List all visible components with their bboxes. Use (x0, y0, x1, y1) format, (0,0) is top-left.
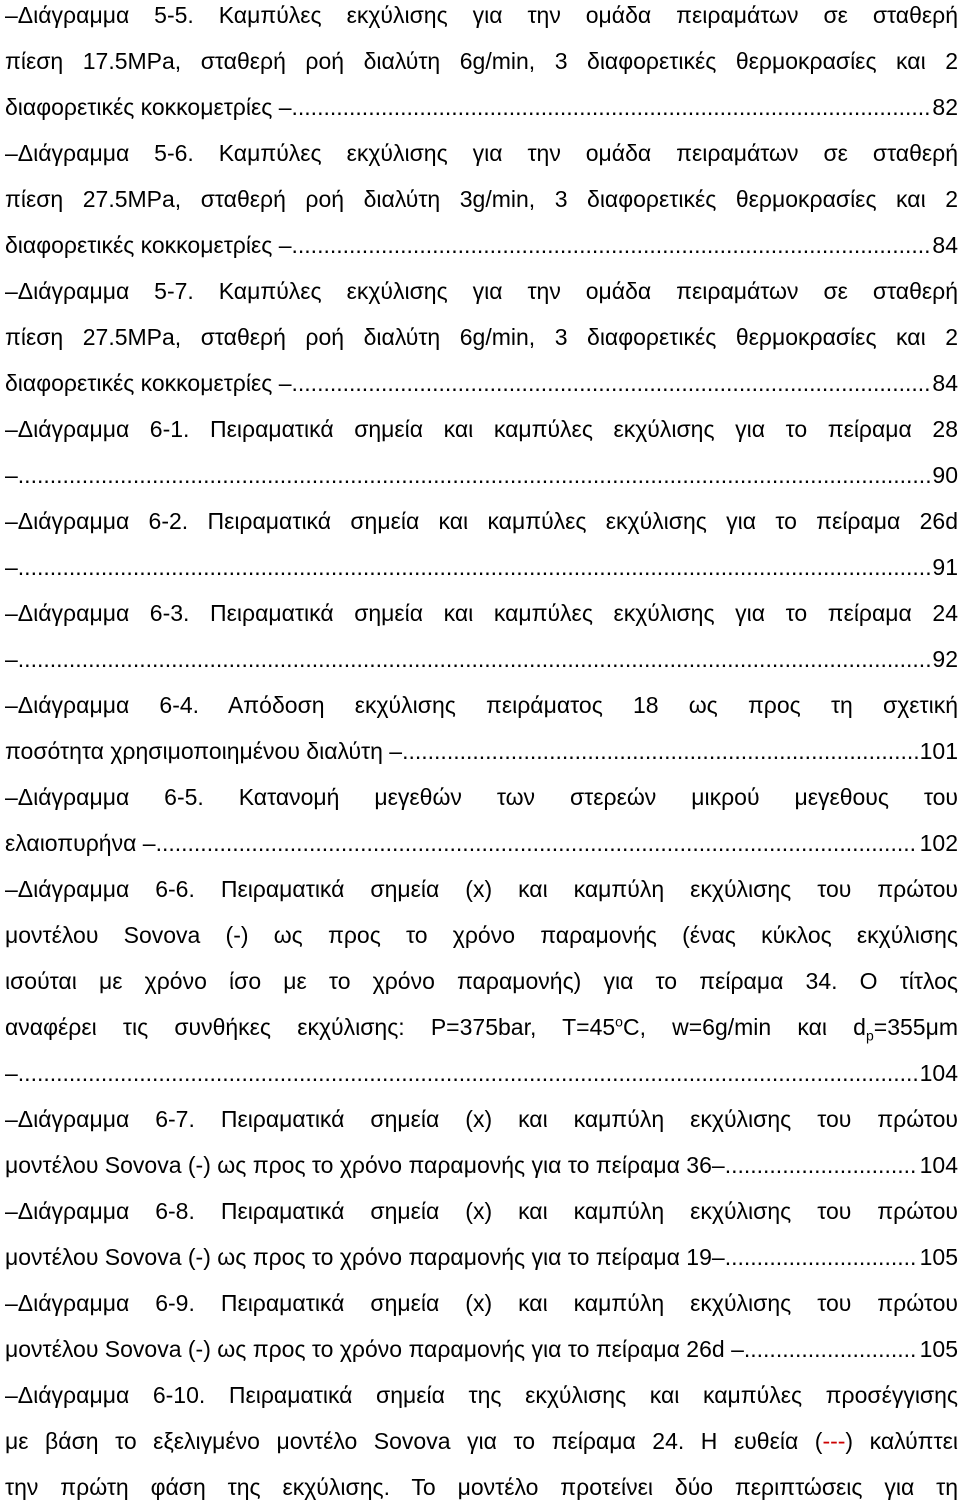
toc-entry-6-2-line2[interactable]: – ..... 91 (5, 550, 958, 584)
toc-entry-6-9-line1[interactable]: –Διάγραμμα 6-9. Πειραματικά σημεία (x) και καμπύλη εκχύλισης του πρώτου (5, 1290, 958, 1316)
toc-entry-6-4-line1[interactable]: –Διάγραμμα 6-4. Απόδοση εκχύλισης πειράματος 18 ως προς τη σχετική (5, 692, 958, 718)
toc-entry-6-3-line2[interactable]: – ..... 92 (5, 642, 958, 676)
toc-entry-6-6-line3: ισούται με χρόνο ίσο με το χρόνο παραμονής) για το πείραμα 34. Ο τίτλος (5, 968, 958, 994)
toc-entry-6-7-line2[interactable]: μοντέλου Sovova (-) ως προς το χρόνο παραμονής για το πείραμα 36– ..... 104 (5, 1148, 958, 1182)
toc-entry-6-6-line5[interactable]: – ..... 104 (5, 1056, 958, 1090)
toc-entry-5-7-line3[interactable]: διαφορετικές κοκκομετρίες – ..... 84 (5, 366, 958, 400)
dot-leader (18, 642, 931, 676)
dot-leader (744, 1332, 918, 1366)
dot-leader (402, 734, 918, 768)
toc-entry-6-10-line1[interactable]: –Διάγραμμα 6-10. Πειραματικά σημεία της εκχύλισης και καμπύλες προσέγγισης (5, 1382, 958, 1408)
toc-entry-6-10-line3: την πρώτη φάση της εκχύλισης. Το μοντέλο προτείνει δύο περιπτώσεις για τη (5, 1474, 958, 1500)
page-number: 91 (932, 554, 958, 580)
toc-entry-6-3-line1[interactable]: –Διάγραμμα 6-3. Πειραματικά σημεία και καμπύλες εκχύλισης για το πείραμα 24 (5, 600, 958, 626)
toc-entry-5-7-line2: πίεση 27.5MPa, σταθερή ροή διαλύτη 6g/min, 3 διαφορετικές θερμοκρασίες και 2 (5, 324, 958, 350)
toc-entry-5-7-line1[interactable]: –Διάγραμμα 5-7. Καμπύλες εκχύλισης για την ομάδα πειραμάτων σε σταθερή (5, 278, 958, 304)
dot-leader (292, 90, 931, 124)
toc-entry-6-6-line1[interactable]: –Διάγραμμα 6-6. Πειραματικά σημεία (x) και καμπύλη εκχύλισης του πρώτου (5, 876, 958, 902)
toc-entry-5-6-line2: πίεση 27.5MPa, σταθερή ροή διαλύτη 3g/min, 3 διαφορετικές θερμοκρασίες και 2 (5, 186, 958, 212)
toc-entry-6-8-line2[interactable]: μοντέλου Sovova (-) ως προς το χρόνο παραμονής για το πείραμα 19– ..... 105 (5, 1240, 958, 1274)
toc-entry-5-5-line3[interactable]: διαφορετικές κοκκομετρίες – ..... 82 (5, 90, 958, 124)
toc-entry-6-7-line1[interactable]: –Διάγραμμα 6-7. Πειραματικά σημεία (x) και καμπύλη εκχύλισης του πρώτου (5, 1106, 958, 1132)
toc-entry-5-6-line1[interactable]: –Διάγραμμα 5-6. Καμπύλες εκχύλισης για την ομάδα πειραμάτων σε σταθερή (5, 140, 958, 166)
subscript: p (865, 1027, 874, 1044)
dot-leader (292, 228, 931, 262)
toc-entry-6-6-line4: αναφέρει τις συνθήκες εκχύλισης: P=375bar, $T=45^oC$, w=6g/min και $d_p=355\mu m$ (5, 1013, 958, 1044)
page-number: 82 (932, 94, 958, 120)
page-number: 101 (919, 738, 958, 764)
toc-entry-6-10-line2: με βάση το εξελιγμένο μοντέλο Sovova για το πείραμα 24. Η ευθεία (---) καλύπτει (5, 1428, 958, 1454)
toc-entry-6-9-line2[interactable]: μοντέλου Sovova (-) ως προς το χρόνο παραμονής για το πείραμα 26d – ..... 105 (5, 1332, 958, 1366)
red-dashed-line-symbol: --- (822, 1428, 846, 1454)
page-number: 105 (919, 1336, 958, 1362)
toc-entry-6-8-line1[interactable]: –Διάγραμμα 6-8. Πειραματικά σημεία (x) και καμπύλη εκχύλισης του πρώτου (5, 1198, 958, 1224)
page-number: 92 (932, 646, 958, 672)
page-number: 104 (919, 1152, 958, 1178)
dot-leader (18, 1056, 918, 1090)
dot-leader (725, 1240, 918, 1274)
page-number: 104 (919, 1060, 958, 1086)
toc-entry-6-6-line2: μοντέλου Sovova (-) ως προς το χρόνο παραμονής (ένας κύκλος εκχύλισης (5, 922, 958, 948)
toc-entry-5-5-line2: πίεση 17.5MPa, σταθερή ροή διαλύτη 6g/min, 3 διαφορετικές θερμοκρασίες και 2 (5, 48, 958, 74)
dot-leader (156, 826, 918, 860)
dot-leader (18, 550, 931, 584)
dot-leader (18, 458, 931, 492)
page-number: 84 (932, 370, 958, 396)
toc-entry-6-5-line2[interactable]: ελαιοπυρήνα – ..... 102 (5, 826, 958, 860)
toc-entry-6-4-line2[interactable]: ποσότητα χρησιμοποιημένου διαλύτη – ..... 101 (5, 734, 958, 768)
page-number: 102 (919, 830, 958, 856)
dot-leader (292, 366, 931, 400)
dot-leader (725, 1148, 918, 1182)
page-number: 90 (932, 462, 958, 488)
superscript: o (615, 1013, 623, 1030)
page-number: 105 (919, 1244, 958, 1270)
toc-entry-6-1-line2[interactable]: – ..... 90 (5, 458, 958, 492)
toc-entry-5-6-line3[interactable]: διαφορετικές κοκκομετρίες – ..... 84 (5, 228, 958, 262)
toc-entry-5-5-line1[interactable]: –Διάγραμμα 5-5. Καμπύλες εκχύλισης για την ομάδα πειραμάτων σε σταθερή (5, 2, 958, 28)
page-number: 84 (932, 232, 958, 258)
toc-entry-6-2-line1[interactable]: –Διάγραμμα 6-2. Πειραματικά σημεία και καμπύλες εκχύλισης για το πείραμα 26d (5, 508, 958, 534)
toc-entry-6-5-line1[interactable]: –Διάγραμμα 6-5. Κατανομή μεγεθών των στερεών μικρού μεγεθους του (5, 784, 958, 810)
toc-entry-6-1-line1[interactable]: –Διάγραμμα 6-1. Πειραματικά σημεία και καμπύλες εκχύλισης για το πείραμα 28 (5, 416, 958, 442)
